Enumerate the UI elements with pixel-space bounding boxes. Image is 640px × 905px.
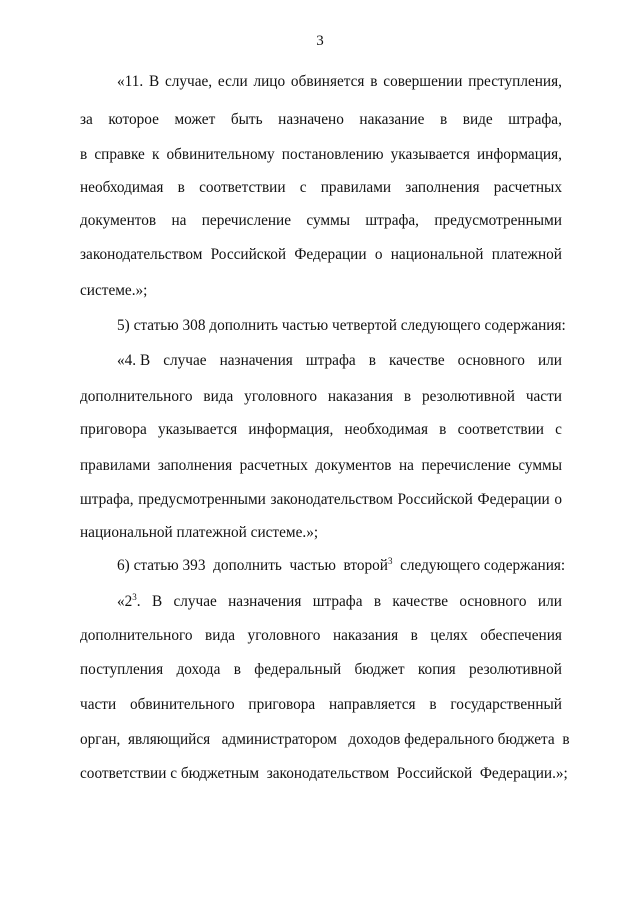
word: постановлению [281, 146, 384, 163]
word: приговора [248, 696, 316, 713]
text-line [80, 730, 570, 750]
word: штрафа, [365, 212, 420, 229]
word: штрафа [305, 352, 356, 369]
page-number: 3 [316, 33, 324, 49]
word: «4. В [117, 352, 151, 369]
word: преступления, [468, 73, 562, 90]
word: качестве [388, 352, 445, 369]
text-line [80, 523, 562, 543]
word: направляется [328, 696, 416, 713]
word: штрафа, [508, 111, 562, 128]
text-line [80, 178, 562, 198]
word: заполнения [157, 457, 233, 474]
line-text: 5) статью 308 дополнить частью четвертой следующего содержания: [117, 317, 566, 334]
text-line [117, 72, 562, 92]
word: указывается [390, 146, 470, 163]
word: в [233, 661, 241, 678]
word: к [151, 146, 160, 163]
word: законодательством [270, 491, 393, 508]
word: Российской [210, 246, 287, 263]
word: информация, [248, 421, 334, 438]
text-line [80, 660, 562, 680]
word: в [410, 627, 418, 644]
word: государственный [450, 696, 562, 713]
word: на [171, 212, 187, 229]
word: части [80, 696, 117, 713]
word: Российской [397, 491, 473, 508]
text-line [80, 281, 562, 301]
word: информация, [477, 146, 562, 163]
word: справке [94, 146, 145, 163]
text-line [80, 490, 562, 510]
text-line [80, 211, 562, 231]
line-text: системе.»; [80, 282, 148, 299]
word: обеспечения [480, 627, 562, 644]
word: Федерации [294, 246, 367, 263]
word: вида [205, 627, 236, 644]
text-line [80, 245, 562, 265]
word: перечисление [421, 457, 511, 474]
word: в [368, 352, 376, 369]
line-text: 6) статью 393 дополнить частью второй [117, 557, 388, 574]
word: может [174, 111, 216, 128]
word: обвинительному [166, 146, 275, 163]
word: «$2^3$. [117, 592, 141, 610]
word: быть [230, 111, 263, 128]
word: с [555, 421, 562, 438]
word: в [403, 388, 412, 405]
word: необходимая [344, 421, 428, 438]
word: в [373, 593, 382, 610]
word: соответствии [199, 179, 286, 196]
word: «11. [117, 73, 144, 90]
text-line [80, 695, 562, 715]
word: расчетных [493, 179, 562, 196]
word: правилами [320, 179, 392, 196]
word: случае [173, 593, 217, 610]
word: если [217, 73, 248, 90]
word: копия [417, 661, 456, 678]
word: законодательством [80, 246, 203, 263]
word: В [151, 593, 163, 610]
word: дохода [176, 661, 221, 678]
word: штрафа [312, 593, 363, 610]
word: правилами [80, 457, 151, 474]
word: о [554, 491, 562, 508]
word: штрафа, [80, 491, 134, 508]
line-text: соответствии с бюджетным законодательством Российской Федерации.»; [80, 765, 568, 782]
word: уголовного [244, 388, 318, 405]
word: в [177, 179, 185, 196]
line-text: национальной платежной системе.»; [80, 524, 319, 541]
word: приговора [80, 421, 147, 438]
text-line [80, 626, 562, 646]
word: указывается [157, 421, 238, 438]
word: резолютивной [468, 661, 562, 678]
line-text: следующего содержания: [392, 557, 566, 574]
word: расчетных [239, 457, 308, 474]
word: обвиняется [290, 73, 365, 90]
word: назначения [219, 352, 293, 369]
word: соответствии [457, 421, 544, 438]
word: наказания [327, 388, 394, 405]
word: суммы [518, 457, 562, 474]
word: резолютивной [421, 388, 515, 405]
word: уголовного [247, 627, 321, 644]
word: в [439, 111, 448, 128]
text-line [80, 145, 562, 165]
word: или [537, 593, 562, 610]
word: с [299, 179, 307, 196]
word: виде [462, 111, 493, 128]
word: бюджет [354, 661, 405, 678]
text-line [80, 456, 562, 476]
text-line [80, 387, 562, 407]
superscript: 3 [132, 592, 137, 602]
word: части [525, 388, 562, 405]
word: на [398, 457, 414, 474]
line-text: орган, являющийся администратором доходов федерального бюджета в [80, 731, 570, 748]
text-line [117, 556, 566, 576]
word: Федерации [477, 491, 550, 508]
word: в [80, 146, 88, 163]
text-line [80, 110, 562, 130]
word: в [370, 73, 378, 90]
word: целях [430, 627, 468, 644]
word: обвинительного [129, 696, 235, 713]
text-line [117, 316, 566, 336]
word: дополнительного [80, 388, 193, 405]
word: заполнения [405, 179, 480, 196]
word: назначения [228, 593, 302, 610]
word: наказания [332, 627, 399, 644]
word: предусмотренными [434, 212, 562, 229]
word: которое [108, 111, 159, 128]
word: документов [315, 457, 392, 474]
word: случае [163, 352, 207, 369]
word: платежной [491, 246, 562, 263]
word: предусмотренными [138, 491, 266, 508]
text-line [80, 764, 568, 784]
word: совершении [383, 73, 463, 90]
word: вида [203, 388, 234, 405]
word: или [537, 352, 562, 369]
word: перечисление [201, 212, 292, 229]
word: основного [459, 593, 527, 610]
word: в [429, 696, 437, 713]
word: дополнительного [80, 627, 193, 644]
word: о [374, 246, 383, 263]
word: федеральный [254, 661, 342, 678]
word: качестве [392, 593, 448, 610]
word: в [439, 421, 447, 438]
word: национальной [390, 246, 484, 263]
word: лицо [253, 73, 286, 90]
text-line [117, 592, 562, 612]
word: наказание [359, 111, 425, 128]
text-line [117, 351, 562, 371]
word: необходимая [80, 179, 164, 196]
word: поступления [80, 661, 164, 678]
word: за [80, 111, 93, 128]
text-line [80, 420, 562, 440]
word: документов [80, 212, 157, 229]
word: В [148, 73, 160, 90]
word: основного [457, 352, 525, 369]
superscript: 3 [387, 556, 393, 566]
word: суммы [306, 212, 351, 229]
word: случае, [164, 73, 213, 90]
word: назначено [278, 111, 344, 128]
